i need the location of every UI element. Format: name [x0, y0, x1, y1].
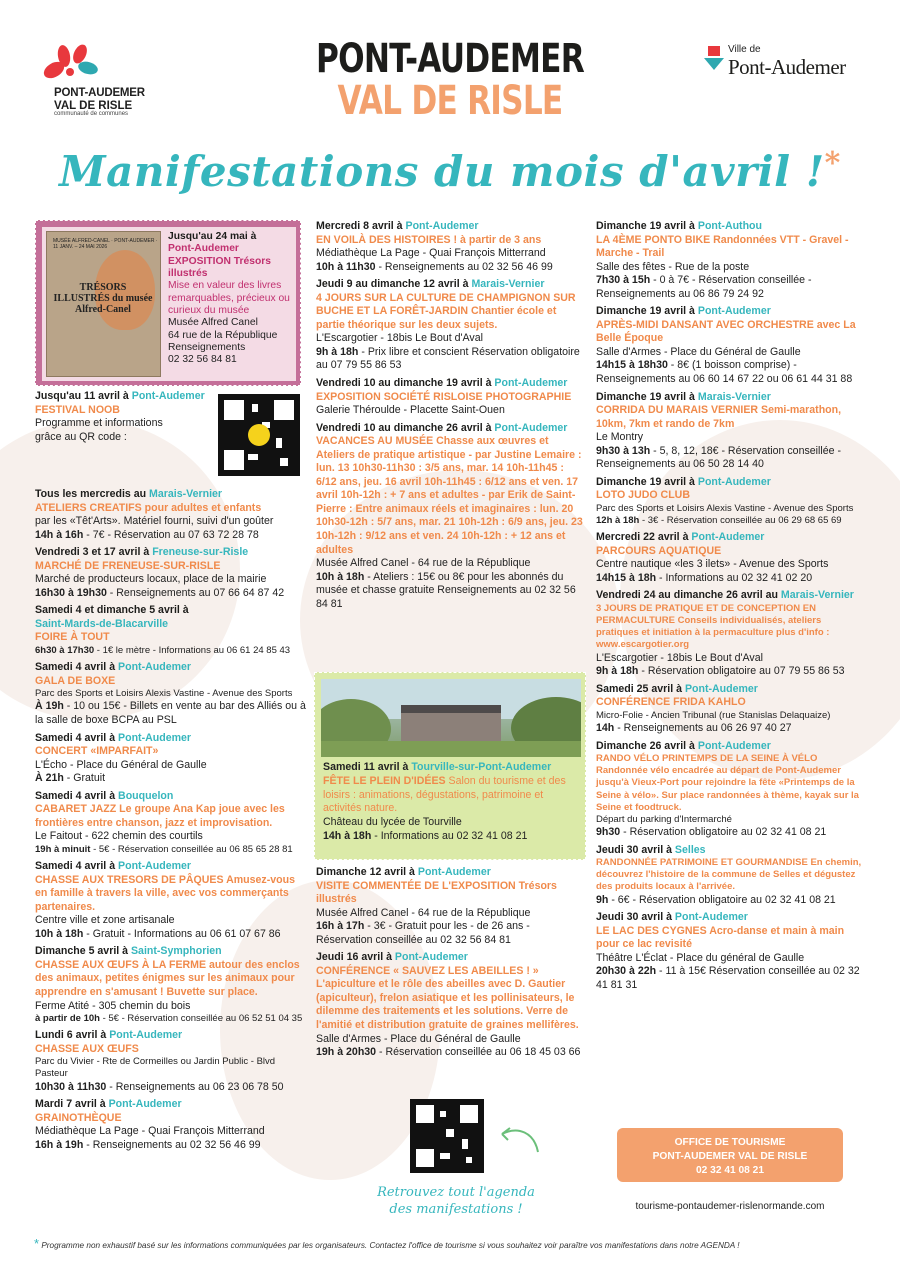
- event-title: LE LAC DES CYGNES: [596, 924, 707, 937]
- event: Dimanche 19 avril à Marais-Vernier CORRIDA DU MARAIS VERNIER Semi-marathon, 10km, 7km et rando de 7km Le Montry 9h30 à 13h - 5, 8, 12, 18€ - Réservation conseillée - Renseignements au 06 50 28 14 40: [596, 390, 842, 471]
- column-3: [596, 220, 864, 996]
- column-2-top: [316, 220, 586, 615]
- event-title: CONFÉRENCE FRIDA KAHLO: [596, 696, 746, 709]
- mascot-icon: [248, 424, 270, 446]
- column-2-bottom: [316, 866, 586, 1064]
- event: Jeudi 30 avril à Pont-Audemer LE LAC DES CYGNES Acro-danse et main à main pour ce lac revisité Théâtre L'Éclat - Place du général de Gaulle 20h30 à 22h - 11 à 15€ Réservation conseillée au 02 32 41 81 31: [596, 911, 860, 991]
- featured-date: Jusqu'au 24 mai à: [168, 231, 257, 242]
- footer-note: [34, 1236, 874, 1253]
- event-title: VACANCES AU MUSÉE: [316, 435, 434, 448]
- event: Samedi 4 avril à Pont-Audemer CHASSE AUX TRESORS DE PÂQUES Amusez-vous en famille à travers la ville, avec vos commerçants partenaires. Centre ville et zone artisanale 10h à 18h - Gratuit - Informations au 06 61 07 67 86: [35, 860, 295, 940]
- flower-logo-icon: [40, 42, 100, 88]
- cc-logo-line2: VAL DE RISLE: [54, 100, 133, 112]
- featured-exhibition-box: [35, 220, 301, 386]
- event: Dimanche 19 avril à Pont-Audemer LOTO JUDO CLUB Parc des Sports et Loisirs Alexis Vastine - Avenue des Sports 12h à 18h - 3€ - Réservation conseillée au 06 29 68 65 69: [596, 475, 854, 527]
- event: Vendredi 24 au dimanche 26 avril au Marais-Vernier 3 JOURS DE PRATIQUE ET DE CONCEPTION EN PERMACULTURE Conseils individualisés, ateliers pratiques et initiation à la permaculture plus d'info : www.escargotier.org L'Escargotier - 18bis Le Bout d'Aval 9h à 18h - Réservation obligatoire au 07 79 55 86 53: [596, 589, 854, 678]
- event: Tous les mercredis au Marais-Vernier ATELIERS CREATIFS pour adultes et enfants par les «Têt'Arts». Matériel fourni, suivi d'un goûter 14h à 16h - 7€ - Réservation au 07 63 72 28 78: [35, 488, 274, 541]
- main-title: [0, 145, 900, 199]
- event: Jeudi 9 au dimanche 12 avril à Marais-Vernier 4 JOURS SUR LA CULTURE DE CHAMPIGNON SUR BUCHE ET LA FORÊT-JARDIN Chantier école et partie théorique sur les deux sujets. L'Escargotier - 18bis Le Bout d'Aval 9h à 18h - Prix libre et conscient Réservation obligatoire au 07 79 55 86 53: [316, 278, 580, 372]
- event-title: RANDONNÉE PATRIMOINE ET GOURMANDISE: [596, 857, 808, 869]
- event: Jeudi 30 avril à Selles RANDONNÉE PATRIMOINE ET GOURMANDISE En chemin, découvrez l'histoire de la commune de Selles et dégustez des produits locaux à l'arrivée. 9h - 6€ - Réservation obligatoire au 02 32 41 08 21: [596, 843, 862, 906]
- event: Dimanche 19 avril à Pont-Audemer APRÈS-MIDI DANSANT AVEC ORCHESTRE avec La Belle Époque Salle d'Armes - Place du Général de Gaulle 14h15 à 18h30 - 8€ (1 boisson comprise) - Renseignements au 06 60 14 67 22 ou 06 61 44 31 88: [596, 305, 856, 386]
- event: Dimanche 5 avril à Saint-Symphorien CHASSE AUX ŒUFS À LA FERME autour des enclos des animaux, petites énigmes sur les animaux pour apprendre en s'amusant ! Buvette sur place. Ferme Atité - 305 chemin du bois à partir de 10h - 5€ - Réservation conseillée au 06 52 51 04 35: [35, 945, 303, 1025]
- event-title: LOTO JUDO CLUB: [596, 489, 690, 502]
- event-title: APRÈS-MIDI DANSANT AVEC ORCHESTRE: [596, 318, 814, 331]
- featured-description: Mise en valeur des livres remarquables, précieux ou curieux du musée: [168, 280, 290, 317]
- event-line: Programme et informations: [35, 417, 163, 430]
- featured-salon-text: Samedi 11 avril à Tourville-sur-Pont-Audemer FÊTE LE PLEIN D'IDÉES Salon du tourisme et des loisirs : animations, dégustations, patrimoine et activités nature. Château du lycée de Tourville 14h à 18h - Informations au 02 32 41 08 21: [323, 761, 566, 842]
- event: Samedi 4 et dimanche 5 avril à Saint-Mards-de-Blacarville FOIRE À TOUT 6h30 à 17h30 - 1€ le mètre - Informations au 06 61 24 85 43: [35, 604, 291, 657]
- event: Mercredi 22 avril à Pont-Audemer PARCOURS AQUATIQUE Centre nautique «les 3 ilets» - Avenue des Sports 14h15 à 18h - Informations au 02 32 41 02 20: [596, 531, 829, 584]
- arrow-icon: [494, 1122, 544, 1158]
- event: Vendredi 3 et 17 avril à Freneuse-sur-Risle MARCHÉ DE FRENEUSE-SUR-RISLE Marché de producteurs locaux, place de la mairie 16h30 à 19h30 - Renseignements au 07 66 64 87 42: [35, 546, 285, 599]
- event-title: GRAINOTHÈQUE: [35, 1111, 122, 1124]
- event: Samedi 4 avril à Bouquelon CABARET JAZZ Le groupe Ana Kap joue avec les frontières entre chanson, jazz et improvisation. Le Faitout - 622 chemin des courtils 19h à minuit - 5€ - Réservation conseillée au 06 85 65 28 81: [35, 789, 293, 855]
- event: Dimanche 19 avril à Pont-Authou LA 4ÈME PONTO BIKE Randonnées VTT - Gravel - Marche - Trail Salle des fêtes - Rue de la poste 7h30 à 15h - 0 à 7€ - Réservation conseillée - Renseignements au 06 86 79 24 92: [596, 220, 849, 300]
- event-title: LA 4ÈME PONTO BIKE: [596, 233, 711, 246]
- event-title: CONCERT «IMPARFAIT»: [35, 745, 159, 758]
- city-logo-line2: Pont-Audemer: [728, 55, 846, 79]
- event-title: ATELIERS CREATIFS: [35, 501, 142, 514]
- featured-location: Pont-Audemer: [168, 243, 239, 255]
- event: Vendredi 10 au dimanche 19 avril à Pont-Audemer EXPOSITION SOCIÉTÉ RISLOISE PHOTOGRAPHIE Galerie Théroulde - Placette Saint-Ouen: [316, 377, 572, 417]
- cc-logo-line1: PONT-AUDEMER: [54, 87, 145, 99]
- column-1: [35, 488, 310, 1156]
- featured-place2: 64 rue de la République: [168, 329, 278, 341]
- title-line2: VAL DE RISLE: [337, 78, 563, 124]
- poster-header: MUSÉE ALFRED-CANEL · PONT-AUDEMER · 11 JANV. – 24 MAI 2026: [53, 238, 158, 250]
- tourism-url[interactable]: tourisme-pontaudemer-rislenormande.com: [635, 1201, 825, 1212]
- event: Samedi 4 avril à Pont-Audemer GALA DE BOXE Parc des Sports et Loisirs Alexis Vastine - Avenue des Sports À 19h - 10 ou 15€ - Billets en vente au bar des Alliés ou à la salle de boxe BCPA au PSL: [35, 661, 306, 726]
- tourism-office-box: [617, 1128, 843, 1182]
- event-title: CHASSE AUX ŒUFS À LA FERME: [35, 958, 207, 971]
- footer-text: Programme non exhaustif basé sur les informations communiquées par les organisateurs. Contactez l'office de tourisme si vous souhaitez voir paraître vos manifestations dans notre AGENDA !: [41, 1241, 740, 1250]
- agenda-callout: Retrouvez tout l'agenda des manifestations !: [377, 1185, 535, 1217]
- event-title: MARCHÉ DE FRENEUSE-SUR-RISLE: [35, 559, 221, 572]
- chateau-photo: [321, 679, 581, 757]
- event-title: CHASSE AUX ŒUFS: [35, 1042, 139, 1055]
- event-title: PARCOURS AQUATIQUE: [596, 544, 722, 557]
- featured-phone: 02 32 56 84 81: [168, 354, 237, 366]
- event-title: 4 JOURS SUR LA CULTURE DE CHAMPIGNON SUR BUCHE ET LA FORÊT-JARDIN: [316, 291, 576, 318]
- event-title: CABARET JAZZ: [35, 803, 117, 816]
- event-title: GALA DE BOXE: [35, 674, 116, 687]
- cc-logo-line3: communauté de communes: [54, 111, 129, 117]
- event: Dimanche 12 avril à Pont-Audemer VISITE COMMENTÉE DE L'EXPOSITION Trésors illustrés Musée Alfred Canel - 64 rue de la République 16h à 17h - 3€ - Gratuit pour les - de 26 ans - Réservation conseillée au 02 32 56 84 81: [316, 866, 557, 946]
- footer-star: *: [34, 1236, 40, 1251]
- event: Mardi 7 avril à Pont-Audemer GRAINOTHÈQUE Médiathèque La Page - Quai François Mitterrand 16h à 19h - Renseignements au 02 32 56 46 99: [35, 1098, 265, 1151]
- featured-salon-box: [314, 672, 586, 860]
- exhibition-poster: [46, 231, 161, 377]
- event: Mercredi 8 avril à Pont-Audemer EN VOILÀ DES HISTOIRES ! à partir de 3 ans Médiathèque La Page - Quai François Mitterrand 10h à 11h30 - Renseignements au 02 32 56 46 99: [316, 220, 553, 273]
- featured-place1: Musée Alfred Canel: [168, 317, 258, 329]
- city-logo-line1: Ville de: [728, 44, 761, 55]
- header: [0, 0, 900, 140]
- title-line1: PONT-AUDEMER: [316, 36, 584, 82]
- tourism-line1: OFFICE DE TOURISME: [674, 1137, 786, 1148]
- featured-info: Renseignements: [168, 342, 246, 354]
- event-title: EN VOILÀ DES HISTOIRES !: [316, 233, 458, 246]
- event-title: FOIRE À TOUT: [35, 631, 110, 644]
- event-title: VISITE COMMENTÉE DE L'EXPOSITION: [316, 879, 516, 892]
- poster-title: TRÉSORS ILLUSTRÉS du musée Alfred-Canel: [53, 282, 153, 315]
- event-line: grâce au QR code :: [35, 430, 127, 443]
- event-title: CHASSE AUX TRESORS DE PÂQUES: [35, 873, 224, 886]
- qr-code-noob[interactable]: [218, 394, 300, 476]
- event: Jeudi 16 avril à Pont-Audemer CONFÉRENCE « SAUVEZ LES ABEILLES ! » L'apiculture et le rôle des abeilles avec D. Gautier (apiculteur), frelon asiatique et les pollinisateurs, le dilemme des traitements et les solutions. Verre de l'amitié et distribution gratuite de graines mellifères. Salle d'Armes - Place du Général de Gaulle 19h à 20h30 - Réservation conseillée au 06 18 45 03 66: [316, 951, 581, 1059]
- event-title: RANDO VÉLO PRINTEMPS DE LA SEINE À VÉLO: [596, 753, 818, 765]
- event-location: Pont-Audemer: [131, 390, 205, 402]
- event-title: CONFÉRENCE « SAUVEZ LES ABEILLES ! »: [316, 964, 539, 977]
- featured-title: EXPOSITION Trésors illustrés: [168, 255, 272, 280]
- city-logo: [702, 44, 872, 84]
- city-emblem-icon: [702, 46, 726, 72]
- main-title-text: Manifestations du mois d'avril !: [59, 147, 825, 196]
- event-festival-noob: [35, 390, 220, 448]
- qr-code-agenda[interactable]: [410, 1099, 484, 1173]
- event-title: FESTIVAL NOOB: [35, 403, 120, 416]
- event-title: CORRIDA DU MARAIS VERNIER: [596, 404, 759, 417]
- event: Vendredi 10 au dimanche 26 avril à Pont-Audemer VACANCES AU MUSÉE Chasse aux œuvres et Ateliers de pratique artistique - par Justine Lemaire : lun. 13 10h30-11h30 : 3/5 ans, mar. 14 10h-11h45 : 6/12 ans, jeu. 16 avril 10h-11h45 : 6/12 ans et ven. 17 avril 10h-12h : + 7 ans et adultes - par Erik de Saint-Pierre : Entre animaux réels et imaginaires : lun. 20 10h30-12h : 5/7 ans, mar. 21 10h-12h : 6/9 ans, jeu. 23 10h-12h : 9/12 ans et ven. 24 10h-12h : + 12 ans et adultes Musée Alfred Canel - 64 rue de la République 10h à 18h - Ateliers : 15€ ou 8€ pour les abonnés du musée et chasse gratuite Renseignements au 02 32 56 84 81: [316, 421, 583, 610]
- event-date: Jusqu'au 11 avril à: [35, 390, 132, 402]
- event: Dimanche 26 avril à Pont-Audemer RANDO VÉLO PRINTEMPS DE LA SEINE À VÉLO Randonnée vélo encadrée au départ de Pont-Audemer jusqu'à Vieux-Port pour rejoindre la fête «Printemps de la Seine à vélo». Sur place randonnées à thème, kayak sur la Seine et foodtruck. Départ du parking d'Intermarché 9h30 - Réservation obligatoire au 02 32 41 08 21: [596, 739, 859, 838]
- event: Samedi 4 avril à Pont-Audemer CONCERT «IMPARFAIT» L'Écho - Place du Général de Gaulle À 21h - Gratuit: [35, 731, 207, 785]
- tourism-line2: PONT-AUDEMER VAL DE RISLE: [652, 1150, 808, 1162]
- tourism-phone: 02 32 41 08 21: [696, 1164, 764, 1176]
- event: Samedi 25 avril à Pont-Audemer CONFÉRENCE FRIDA KAHLO Micro-Folie - Ancien Tribunal (rue Stanislas Delaquaize) 14h - Renseignements au 06 26 97 40 27: [596, 682, 831, 734]
- event-title: EXPOSITION SOCIÉTÉ RISLOISE PHOTOGRAPHIE: [316, 390, 572, 403]
- event-title: 3 JOURS DE PRATIQUE ET DE CONCEPTION EN PERMACULTURE: [596, 602, 816, 627]
- event-title: FÊTE LE PLEIN D'IDÉES: [323, 774, 446, 787]
- main-title-star: *: [824, 146, 841, 181]
- event: Lundi 6 avril à Pont-Audemer CHASSE AUX ŒUFS Parc du Vivier - Rte de Cormeilles ou Jardin Public - Blvd Pasteur 10h30 à 11h30 - Renseignements au 06 23 06 78 50: [35, 1029, 284, 1093]
- featured-exhibition-text: [168, 231, 296, 367]
